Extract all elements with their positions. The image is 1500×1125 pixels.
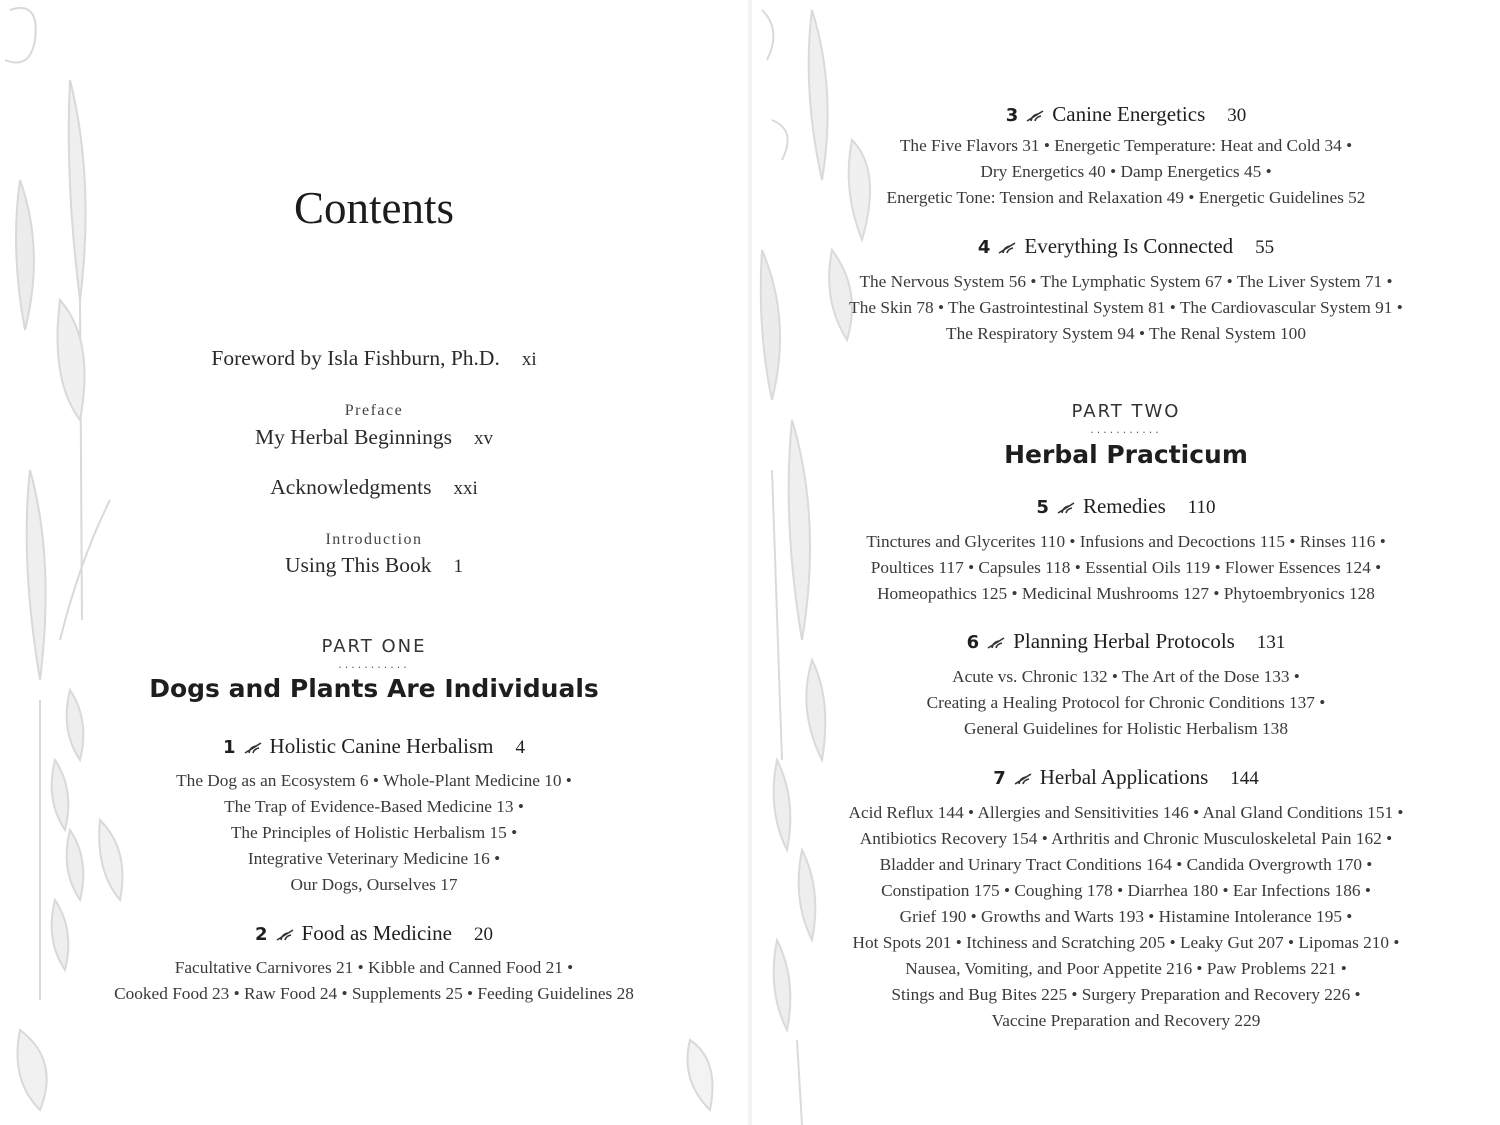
entry-line: Vaccine Preparation and Recovery 229 bbox=[991, 1011, 1261, 1030]
leaf-ornament-icon bbox=[998, 241, 1016, 255]
part-two-label: PART TWO bbox=[1071, 401, 1181, 422]
entry-line: Homeopathics 125 • Medicinal Mushrooms 127 • Phytoembryonics 128 bbox=[877, 584, 1375, 603]
chapter-page: 110 bbox=[1187, 497, 1216, 518]
leaf-ornament-icon bbox=[1026, 109, 1044, 123]
chapter-page: 131 bbox=[1256, 632, 1286, 653]
chapter-title: Food as Medicine bbox=[301, 921, 452, 945]
chapter-title: Planning Herbal Protocols bbox=[1013, 629, 1235, 653]
entry-line: Creating a Healing Protocol for Chronic Conditions 137 • bbox=[926, 693, 1326, 712]
leaf-ornament-icon bbox=[987, 636, 1005, 650]
entry-line: The Principles of Holistic Herbalism 15 • bbox=[230, 823, 518, 842]
part-one-title: Dogs and Plants Are Individuals bbox=[149, 674, 599, 703]
introduction-page: 1 bbox=[453, 556, 464, 577]
chapter-page: 30 bbox=[1227, 105, 1247, 126]
chapter-5-entries bbox=[752, 529, 1500, 607]
chapter-number: 4 bbox=[977, 237, 991, 258]
entry-line: Acid Reflux 144 • Allergies and Sensitivities 146 • Anal Gland Conditions 151 • bbox=[848, 803, 1404, 822]
right-page bbox=[752, 0, 1500, 1125]
entry-line: Grief 190 • Growths and Warts 193 • Histamine Intolerance 195 • bbox=[899, 907, 1353, 926]
chapter-title: Remedies bbox=[1082, 494, 1166, 518]
entry-line: The Nervous System 56 • The Lymphatic System 67 • The Liver System 71 • bbox=[859, 272, 1393, 291]
preface-page: xv bbox=[474, 428, 494, 449]
entry-line: Our Dogs, Ourselves 17 bbox=[290, 875, 458, 894]
chapter-4-heading[interactable] bbox=[752, 234, 1500, 259]
chapter-page: 55 bbox=[1255, 237, 1275, 258]
acknowledgments-label: Acknowledgments bbox=[270, 475, 432, 499]
leaf-ornament-icon bbox=[1057, 501, 1075, 515]
chapter-7-entries bbox=[752, 800, 1500, 1034]
foreword-label: Foreword by Isla Fishburn, Ph.D. bbox=[211, 346, 500, 370]
leaf-ornament-icon bbox=[244, 741, 262, 755]
acknowledgments-page: xxi bbox=[453, 478, 478, 499]
chapter-2-entries bbox=[0, 955, 748, 1007]
chapter-number: 7 bbox=[993, 768, 1006, 789]
chapter-page: 144 bbox=[1230, 768, 1259, 789]
entry-line: Acute vs. Chronic 132 • The Art of the Dose 133 • bbox=[952, 667, 1300, 686]
entry-line: Cooked Food 23 • Raw Food 24 • Supplements 25 • Feeding Guidelines 28 bbox=[114, 984, 634, 1003]
entry-line: The Five Flavors 31 • Energetic Temperature: Heat and Cold 34 • bbox=[899, 136, 1353, 155]
entry-line: The Trap of Evidence-Based Medicine 13 • bbox=[224, 797, 524, 816]
chapter-number: 2 bbox=[254, 924, 268, 945]
entry-line: Facultative Carnivores 21 • Kibble and Canned Food 21 • bbox=[174, 958, 574, 977]
entry-line: Hot Spots 201 • Itchiness and Scratching 205 • Leaky Gut 207 • Lipomas 210 • bbox=[852, 933, 1400, 952]
chapter-number: 5 bbox=[1036, 497, 1049, 518]
foreword-page: xi bbox=[521, 349, 537, 370]
chapter-6-heading[interactable] bbox=[752, 629, 1500, 654]
part-two-dots: ........... bbox=[1090, 423, 1162, 436]
chapter-4-entries bbox=[752, 269, 1500, 347]
entry-line: The Respiratory System 94 • The Renal System 100 bbox=[946, 324, 1306, 343]
chapter-page: 20 bbox=[474, 924, 493, 945]
part-two-title: Herbal Practicum bbox=[1004, 440, 1248, 469]
toc-introduction[interactable] bbox=[0, 553, 748, 578]
chapter-2-heading[interactable] bbox=[0, 921, 748, 946]
entry-line: Constipation 175 • Coughing 178 • Diarrhea 180 • Ear Infections 186 • bbox=[881, 881, 1371, 900]
toc-foreword[interactable] bbox=[0, 346, 748, 371]
chapter-1-heading[interactable] bbox=[0, 734, 748, 759]
toc-preface[interactable] bbox=[0, 425, 748, 450]
left-page bbox=[0, 0, 748, 1125]
chapter-title: Herbal Applications bbox=[1039, 765, 1209, 789]
chapter-7-heading[interactable] bbox=[752, 765, 1500, 790]
chapter-3-heading[interactable] bbox=[752, 102, 1500, 127]
preface-title: My Herbal Beginnings bbox=[254, 425, 453, 449]
chapter-5-heading[interactable] bbox=[752, 494, 1500, 519]
entry-line: Bladder and Urinary Tract Conditions 164 • Candida Overgrowth 170 • bbox=[879, 855, 1373, 874]
entry-line: Poultices 117 • Capsules 118 • Essential Oils 119 • Flower Essences 124 • bbox=[870, 558, 1382, 577]
chapter-title: Canine Energetics bbox=[1052, 102, 1206, 126]
entry-line: Tinctures and Glycerites 110 • Infusions and Decoctions 115 • Rinses 116 • bbox=[866, 532, 1386, 551]
part-one-dots: ........... bbox=[338, 658, 410, 671]
introduction-kicker: Introduction bbox=[325, 531, 423, 548]
chapter-6-entries bbox=[752, 664, 1500, 742]
entry-line: The Dog as an Ecosystem 6 • Whole-Plant Medicine 10 • bbox=[176, 771, 572, 790]
chapter-number: 3 bbox=[1005, 105, 1019, 126]
entry-line: Nausea, Vomiting, and Poor Appetite 216 • Paw Problems 221 • bbox=[905, 959, 1347, 978]
preface-kicker: Preface bbox=[344, 402, 404, 419]
chapter-number: 1 bbox=[223, 737, 236, 758]
toc-acknowledgments[interactable] bbox=[0, 475, 748, 500]
chapter-title: Everything Is Connected bbox=[1024, 234, 1234, 258]
entry-line: Dry Energetics 40 • Damp Energetics 45 • bbox=[980, 162, 1272, 181]
chapter-number: 6 bbox=[966, 632, 980, 653]
leaf-ornament-icon bbox=[1014, 772, 1032, 786]
entry-line: Energetic Tone: Tension and Relaxation 49 • Energetic Guidelines 52 bbox=[886, 188, 1366, 207]
introduction-title: Using This Book bbox=[284, 553, 432, 577]
chapter-title: Holistic Canine Herbalism bbox=[269, 734, 494, 758]
leaf-ornament-icon bbox=[276, 928, 294, 942]
page-title: Contents bbox=[293, 183, 454, 233]
entry-line: Integrative Veterinary Medicine 16 • bbox=[247, 849, 501, 868]
entry-line: Stings and Bug Bites 225 • Surgery Preparation and Recovery 226 • bbox=[891, 985, 1361, 1004]
chapter-1-entries bbox=[0, 768, 748, 898]
entry-line: General Guidelines for Holistic Herbalism 138 bbox=[964, 719, 1288, 738]
entry-line: The Skin 78 • The Gastrointestinal System 81 • The Cardiovascular System 91 • bbox=[849, 298, 1403, 317]
part-one-label: PART ONE bbox=[321, 636, 427, 657]
entry-line: Antibiotics Recovery 154 • Arthritis and Chronic Musculoskeletal Pain 162 • bbox=[859, 829, 1393, 848]
chapter-page: 4 bbox=[515, 737, 525, 758]
chapter-3-entries bbox=[752, 133, 1500, 211]
